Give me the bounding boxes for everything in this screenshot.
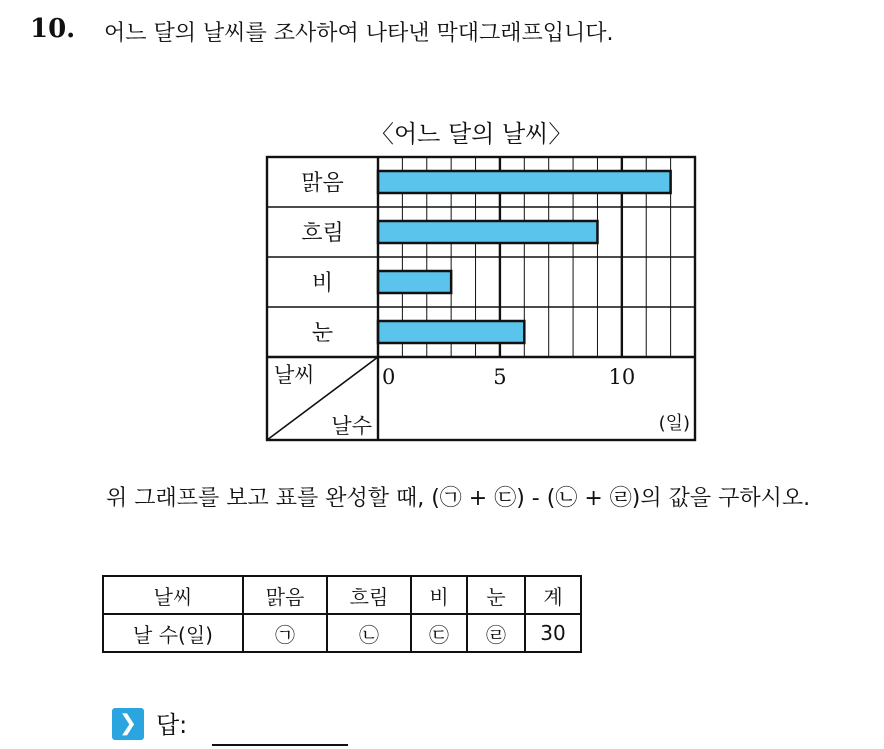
table-row [103,614,581,652]
table-cell: ㉠ [243,614,327,652]
category-label: 맑음 [301,171,344,196]
bar-맑음 [378,171,671,193]
table-cell: ㉡ [327,614,411,652]
corner-top-label: 날씨 [274,363,315,387]
table-header-cell: 날씨 [103,576,243,614]
table-header-cell: 흐림 [327,576,411,614]
x-tick-label: 0 [382,365,396,389]
chevron-right-icon: ❯ [112,708,144,740]
x-tick-label: 10 [608,365,636,389]
bar-비 [378,271,451,293]
table-header-cell: 눈 [467,576,525,614]
chart-frame [267,157,695,440]
instruction-text: 위 그래프를 보고 표를 완성할 때, (㉠ + ㉢) - (㉡ + ㉣)의 값을 구하시오. [106,486,811,511]
bar-흐림 [378,221,597,243]
chart-border [267,157,695,440]
question-number: 10. [30,14,76,44]
table-header-row [103,576,581,614]
table-cell: ㉣ [467,614,525,652]
chart-labels [274,171,690,438]
x-tick-label: 5 [493,365,507,389]
category-label: 눈 [311,321,334,346]
category-label: 비 [311,271,334,296]
answer-blank[interactable] [212,744,348,746]
table-header-cell: 계 [525,576,581,614]
chart-title: 〈어느 달의 날씨〉 [370,120,573,148]
table-cell: 30 [525,614,581,652]
answer-label: 답: [156,711,188,739]
table-cell: 날 수(일) [103,614,243,652]
table-cell: ㉢ [411,614,467,652]
category-label: 흐림 [301,221,344,246]
question-text: 어느 달의 날씨를 조사하여 나타낸 막대그래프입니다. [104,21,614,46]
table-header-cell: 맑음 [243,576,327,614]
bar-눈 [378,321,524,343]
unit-label: (일) [658,413,690,434]
table-header-cell: 비 [411,576,467,614]
weather-table [102,575,582,653]
corner-bottom-label: 날수 [331,414,372,438]
